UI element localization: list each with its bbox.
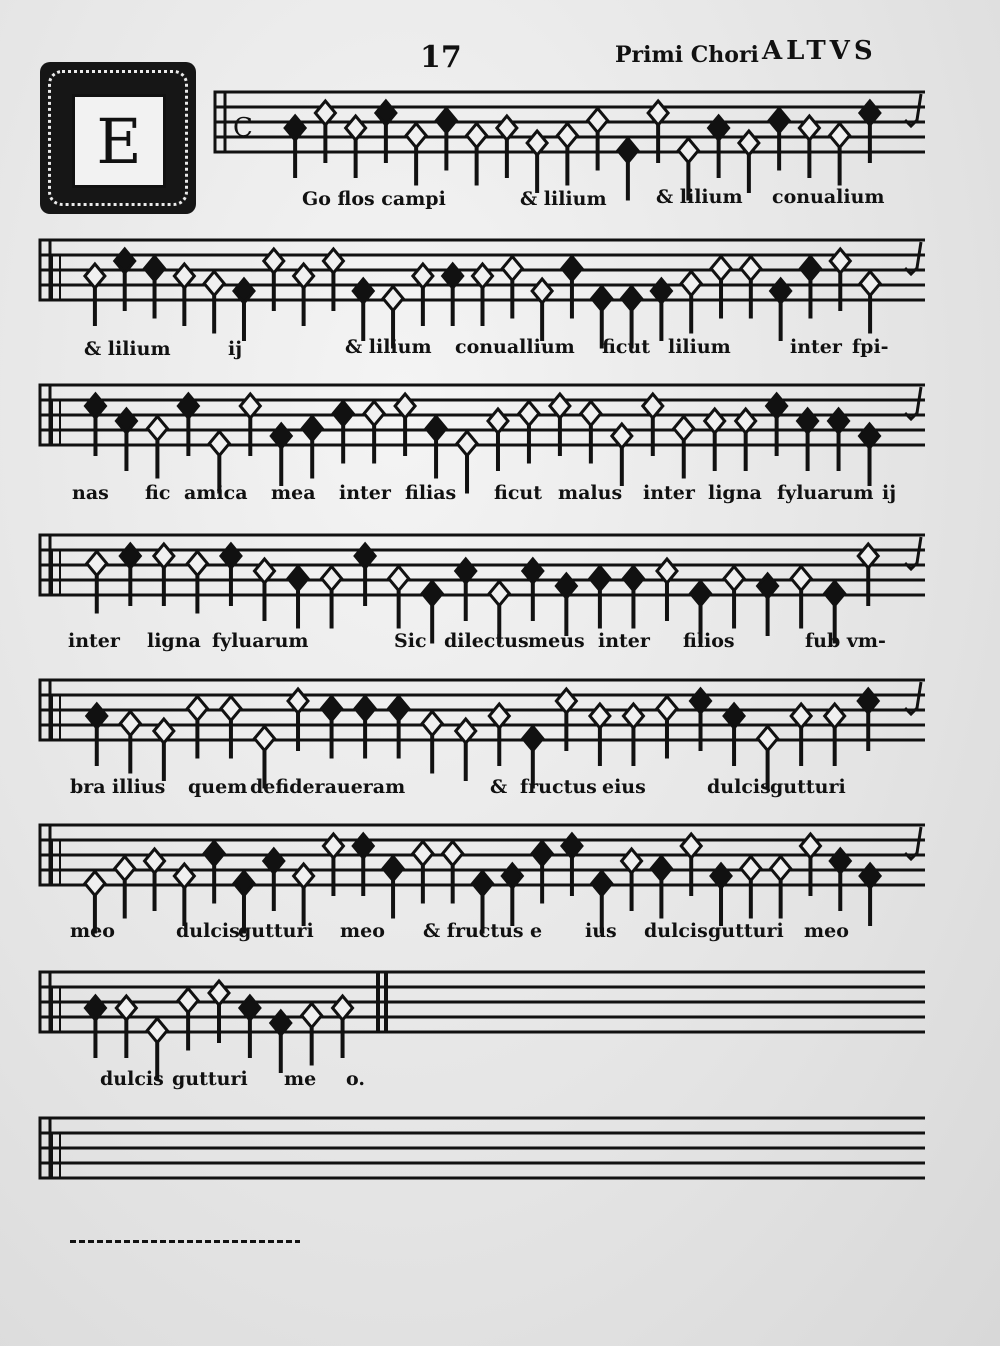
- note-head: [413, 842, 433, 866]
- note-head: [85, 872, 105, 896]
- lyric-s2-6: lilium: [668, 336, 731, 358]
- lyric-s5-7: eius: [602, 776, 646, 798]
- lyric-s7-2: gutturi: [172, 1068, 248, 1090]
- note-head: [489, 582, 509, 606]
- note-head: [741, 857, 761, 881]
- note-head: [147, 1019, 167, 1043]
- initial-letter: E: [96, 104, 142, 178]
- lyric-s6-10: meo: [804, 920, 849, 942]
- note-head: [422, 582, 442, 606]
- lyric-s3-2: fic: [145, 482, 171, 504]
- note-head: [557, 124, 577, 148]
- note-head: [302, 417, 322, 441]
- note-head: [288, 567, 308, 591]
- lyric-s2-5: ficut: [602, 336, 650, 358]
- note-head: [364, 402, 384, 426]
- note-head: [523, 727, 543, 751]
- footer-rule: [70, 1240, 300, 1243]
- note-head: [147, 417, 167, 441]
- lyric-s5-3: quem: [188, 776, 248, 798]
- note-head: [178, 989, 198, 1013]
- clef-mark: [52, 550, 60, 595]
- lyric-s4-8: filios: [683, 630, 735, 652]
- lyric-s2-7: inter: [790, 336, 842, 358]
- lyric-s3-5: inter: [339, 482, 391, 504]
- lyric-s6-3: gutturi: [238, 920, 314, 942]
- note-head: [590, 567, 610, 591]
- note-head: [204, 842, 224, 866]
- lyric-s4-7: inter: [598, 630, 650, 652]
- lyric-s6-5: & fructus: [423, 920, 524, 942]
- note-head: [389, 567, 409, 591]
- note-head: [519, 402, 539, 426]
- lyric-s6-6: e: [530, 920, 543, 942]
- clef-mark: [52, 840, 60, 885]
- note-head: [581, 402, 601, 426]
- lyric-s5-5: &: [490, 776, 508, 798]
- lyric-s3-6: filias: [405, 482, 457, 504]
- note-head: [678, 139, 698, 163]
- note-head: [622, 287, 642, 311]
- lyric-s5-1: bra: [70, 776, 106, 798]
- lyric-s2-4: conuallium: [455, 336, 575, 358]
- note-head: [623, 567, 643, 591]
- note-head: [618, 139, 638, 163]
- lyric-s5-4: defideraueram: [250, 776, 406, 798]
- note-head: [769, 109, 789, 133]
- note-head: [473, 872, 493, 896]
- lyric-s1-1: Go flos campi: [302, 188, 446, 210]
- note-head: [406, 124, 426, 148]
- lyric-s6-2: dulcis: [176, 920, 240, 942]
- lyric-s3-10: ligna: [708, 482, 762, 504]
- note-head: [436, 109, 456, 133]
- lyric-s2-1: & lilium: [84, 338, 171, 360]
- lyric-s2-2: ij: [228, 338, 243, 360]
- note-head: [221, 697, 241, 721]
- lyric-s4-6: meus: [528, 630, 585, 652]
- lyric-s5-8: dulcis: [707, 776, 771, 798]
- note-head: [302, 1004, 322, 1028]
- note-head: [426, 417, 446, 441]
- note-head: [588, 109, 608, 133]
- lyric-s3-1: nas: [72, 482, 109, 504]
- note-head: [592, 287, 612, 311]
- lyric-s2-3: & lilium: [345, 336, 432, 358]
- note-head: [758, 727, 778, 751]
- note-head: [562, 257, 582, 281]
- note-head: [711, 257, 731, 281]
- note-head: [771, 857, 791, 881]
- lyric-s3-7: ficut: [494, 482, 542, 504]
- lyric-s5-9: gutturi: [770, 776, 846, 798]
- note-head: [467, 124, 487, 148]
- lyric-s4-2: ligna: [147, 630, 201, 652]
- note-head: [204, 272, 224, 296]
- note-head: [791, 567, 811, 591]
- note-head: [209, 432, 229, 456]
- lyric-s3-9: inter: [643, 482, 695, 504]
- note-head: [187, 697, 207, 721]
- lyric-s6-1: meo: [70, 920, 115, 942]
- note-head: [383, 287, 403, 311]
- note-head: [741, 257, 761, 281]
- page-number: 17: [420, 40, 462, 75]
- lyric-s7-4: o.: [346, 1068, 365, 1090]
- note-head: [657, 697, 677, 721]
- note-head: [532, 842, 552, 866]
- note-head: [145, 257, 165, 281]
- note-head: [355, 697, 375, 721]
- note-head: [383, 857, 403, 881]
- note-head: [443, 842, 463, 866]
- note-head: [322, 697, 342, 721]
- clef-mark: [52, 695, 60, 740]
- clef-mark: [52, 987, 60, 1032]
- lyric-s4-9: fub vm-: [805, 630, 886, 652]
- lyric-s2-8: fpi-: [852, 336, 889, 358]
- note-head: [830, 124, 850, 148]
- note-head: [691, 582, 711, 606]
- note-head: [254, 727, 274, 751]
- note-head: [592, 872, 612, 896]
- note-head: [389, 697, 409, 721]
- note-head: [457, 432, 477, 456]
- note-head: [502, 257, 522, 281]
- lyric-s4-4: Sic: [394, 630, 427, 652]
- chorus-label: Primi Chori: [615, 42, 759, 68]
- lyric-s6-9: gutturi: [708, 920, 784, 942]
- mensuration-sign: C: [233, 113, 253, 143]
- note-head: [333, 402, 353, 426]
- lyric-s5-2: illius: [112, 776, 166, 798]
- lyric-s3-3: amica: [184, 482, 248, 504]
- lyric-s4-3: fyluarum: [212, 630, 309, 652]
- note-head: [651, 857, 671, 881]
- lyric-s6-4: meo: [340, 920, 385, 942]
- clef-mark: [52, 1133, 60, 1178]
- note-head: [187, 552, 207, 576]
- note-head: [115, 857, 135, 881]
- note-head: [681, 272, 701, 296]
- lyric-s1-3: & lilium: [656, 186, 743, 208]
- note-head: [120, 712, 140, 736]
- note-head: [234, 872, 254, 896]
- lyric-s6-7: ius: [585, 920, 617, 942]
- voice-part-label: ALTVS: [762, 36, 877, 66]
- note-head: [322, 567, 342, 591]
- clef-mark: [52, 255, 60, 300]
- note-head: [87, 552, 107, 576]
- lyric-s3-12: ij: [882, 482, 897, 504]
- note-head: [674, 417, 694, 441]
- note-head: [724, 567, 744, 591]
- lyric-s4-1: inter: [68, 630, 120, 652]
- lyric-s7-1: dulcis: [100, 1068, 164, 1090]
- lyric-s5-6: fructus: [520, 776, 597, 798]
- lyric-s1-2: & lilium: [520, 188, 607, 210]
- clef-mark: [52, 400, 60, 445]
- lyric-s6-8: dulcis: [644, 920, 708, 942]
- note-head: [860, 272, 880, 296]
- note-head: [800, 257, 820, 281]
- lyric-s3-11: fyluarum: [777, 482, 874, 504]
- lyric-s1-4: conualium: [772, 186, 885, 208]
- lyric-s3-8: malus: [558, 482, 623, 504]
- lyric-s3-4: mea: [271, 482, 316, 504]
- note-head: [422, 712, 442, 736]
- lyric-s7-3: me: [284, 1068, 317, 1090]
- note-head: [825, 582, 845, 606]
- lyric-s4-5: dilectus: [444, 630, 529, 652]
